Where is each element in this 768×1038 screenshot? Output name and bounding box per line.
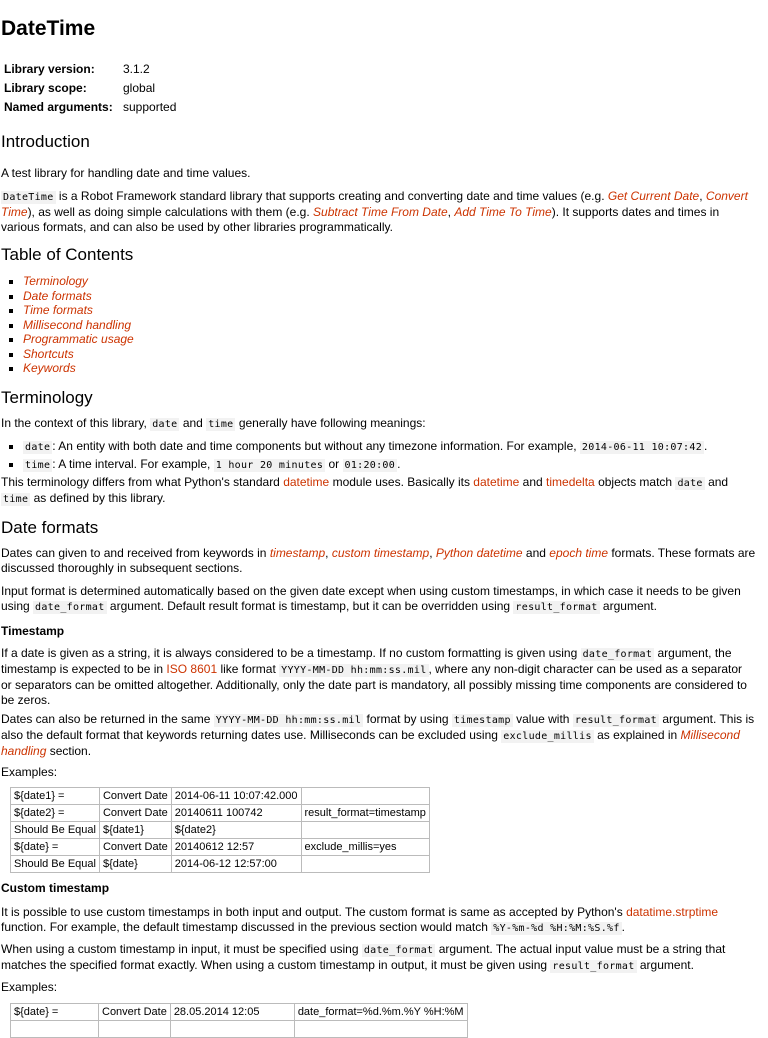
terminology-paragraph-2 <box>1 475 756 507</box>
toc-link-time-formats[interactable]: Time formats <box>23 303 93 317</box>
text: , <box>325 546 332 560</box>
date-formats-heading: Date formats <box>1 518 99 537</box>
meta-value: supported <box>123 100 177 114</box>
inline-code: time <box>25 460 51 471</box>
table-cell <box>99 1021 171 1038</box>
list-item <box>23 438 756 456</box>
table-cell <box>170 1021 294 1038</box>
introduction-heading: Introduction <box>1 132 90 151</box>
date-formats-paragraph-1 <box>1 546 756 576</box>
toc-item <box>23 361 756 376</box>
text: ). It supports dates and times in various formats, and can also be used by other libraries programmatically. <box>1 205 720 234</box>
link-get-current-date[interactable]: Get Current Date <box>607 189 700 203</box>
library-meta-table <box>4 60 176 117</box>
text: argument. <box>636 958 694 972</box>
text: . <box>704 439 708 453</box>
text: and <box>519 475 547 489</box>
table-cell <box>11 1021 99 1038</box>
timestamp-examples-table <box>10 787 430 873</box>
toc-item <box>23 347 756 362</box>
timestamp-paragraph-2 <box>1 712 756 759</box>
text: This terminology differs from what Python's standard <box>1 475 284 489</box>
toc-link-terminology[interactable]: Terminology <box>23 274 88 288</box>
table-cell: date_format=%d.%m.%Y %H:%M <box>294 1004 467 1021</box>
link-datetime-object[interactable]: datetime <box>473 475 520 489</box>
link-millisecond-handling[interactable]: Millisecond handling <box>1 728 740 758</box>
table-cell <box>294 1021 467 1038</box>
inline-code: YYYY-MM-DD hh:mm:ss.mil <box>215 715 362 726</box>
text: ), as well as doing simple calculations with them (e.g. <box>27 205 314 219</box>
table-row <box>11 856 430 873</box>
text: and <box>704 475 729 489</box>
text: value with <box>512 712 573 726</box>
inline-code: timestamp <box>453 715 511 726</box>
text: : A time interval. For example, <box>52 457 214 471</box>
toc-list <box>1 274 756 376</box>
toc-link-millisecond-handling[interactable]: Millisecond handling <box>23 317 132 332</box>
table-cell: Convert Date <box>99 805 171 822</box>
custom-timestamp-paragraph-2 <box>1 942 756 974</box>
text: module uses. Basically its <box>329 475 474 489</box>
toc-item <box>23 332 756 347</box>
toc-link-date-formats[interactable]: Date formats <box>23 288 92 303</box>
text: formats. These formats are discussed thoroughly in subsequent sections. <box>1 546 756 575</box>
toc-link-programmatic-usage[interactable]: Programmatic usage <box>23 332 134 346</box>
inline-code: 01:20:00 <box>344 460 396 471</box>
table-cell: Convert Date <box>99 839 171 856</box>
text: When using a custom timestamp in input, it must be specified using <box>1 942 362 956</box>
inline-code: date_format <box>582 649 653 660</box>
table-row <box>11 788 430 805</box>
terminology-paragraph-1 <box>1 416 756 432</box>
table-cell <box>301 822 429 839</box>
meta-value: global <box>123 81 156 95</box>
text: format by using <box>363 712 452 726</box>
toc-item <box>23 274 756 289</box>
table-cell: Should Be Equal <box>11 822 100 839</box>
inline-code: time <box>3 494 29 505</box>
meta-row <box>4 98 176 117</box>
table-cell: ${date1} <box>99 822 171 839</box>
text: , <box>447 205 455 219</box>
inline-code: date_format <box>363 945 434 956</box>
text: , where any non-digit character can be used as a separator or separators can be omitted altogether. Additionally, only the date part is mandatory, all possibly missing time components are considered to be zeros. <box>1 662 747 707</box>
link-python-datetime[interactable]: Python datetime <box>435 546 523 560</box>
meta-key: Library version: <box>4 62 95 76</box>
table-cell: ${date1} = <box>11 788 100 805</box>
table-row <box>11 839 430 856</box>
text: : An entity with both date and time components but without any timezone information. For example, <box>52 439 580 453</box>
table-cell: 20140612 12:57 <box>171 839 301 856</box>
table-cell: 2014-06-12 12:57:00 <box>171 856 301 873</box>
toc-heading: Table of Contents <box>1 245 134 264</box>
meta-key: Named arguments: <box>4 100 113 114</box>
link-datetime-module[interactable]: datetime <box>283 475 330 489</box>
link-iso-8601[interactable]: ISO 8601 <box>166 662 218 676</box>
meta-key: Library scope: <box>4 81 87 95</box>
inline-code: date <box>25 442 51 453</box>
text: objects match <box>594 475 676 489</box>
table-cell: 20140611 100742 <box>171 805 301 822</box>
table-cell: ${date2} = <box>11 805 100 822</box>
examples-label: Examples: <box>1 765 58 779</box>
toc-item <box>23 318 756 333</box>
table-cell: Convert Date <box>99 788 171 805</box>
text: . <box>397 457 401 471</box>
table-cell: ${date} <box>99 856 171 873</box>
text: and <box>522 546 550 560</box>
text: argument. <box>599 599 657 613</box>
table-cell: ${date} = <box>11 1004 99 1021</box>
table-row <box>11 822 430 839</box>
meta-row <box>4 79 176 98</box>
table-cell: ${date2} <box>171 822 301 839</box>
text: or <box>325 457 343 471</box>
intro-paragraph-2 <box>1 189 756 235</box>
inline-code: result_format <box>515 602 598 613</box>
text: Dates can given to and received from keywords in <box>1 546 270 560</box>
toc-item <box>23 289 756 304</box>
inline-code: 1 hour 20 minutes <box>215 460 324 471</box>
toc-link-shortcuts[interactable]: Shortcuts <box>23 346 74 361</box>
inline-code: YYYY-MM-DD hh:mm:ss.mil <box>281 665 427 676</box>
meta-row <box>4 60 176 79</box>
text: as explained in <box>593 728 681 742</box>
text: Dates can also be returned in the same <box>1 712 214 726</box>
text: , <box>699 189 706 203</box>
text: In the context of this library, <box>1 416 151 430</box>
link-timedelta[interactable]: timedelta <box>546 475 595 489</box>
custom-timestamp-paragraph-1 <box>1 905 756 936</box>
link-add-time-to-time[interactable]: Add Time To Time <box>454 205 552 219</box>
link-datatime-strptime[interactable]: datatime.strptime <box>626 905 719 919</box>
table-cell: Convert Date <box>99 1004 171 1021</box>
text: It is possible to use custom timestamps in both input and output. The custom format is same as accepted by Python's <box>1 905 627 919</box>
text: function. For example, the default timestamp discussed in the previous section would match <box>1 920 492 934</box>
text: Input format is determined automatically based on the given date except when using custom timestamps, in which case it needs to be given using <box>1 584 741 613</box>
text: section. <box>46 744 92 758</box>
timestamp-paragraph-1 <box>1 646 756 708</box>
text: . <box>621 920 626 934</box>
examples-label: Examples: <box>1 980 58 994</box>
table-row <box>11 805 430 822</box>
link-subtract-time-from-date[interactable]: Subtract Time From Date <box>313 205 448 219</box>
custom-timestamp-examples-table <box>10 1003 468 1038</box>
link-custom-timestamp[interactable]: custom timestamp <box>331 546 430 560</box>
table-cell: 2014-06-11 10:07:42.000 <box>171 788 301 805</box>
text: argument. The actual input value must be a string that matches the specified format exactly. When using a custom timestamp in output, it must be given using <box>1 942 726 972</box>
inline-code: date <box>677 478 703 489</box>
inline-code: %Y-%m-%d %H:%M:%S.%f <box>493 923 620 934</box>
timestamp-heading: Timestamp <box>1 624 65 638</box>
table-cell: exclude_millis=yes <box>301 839 429 856</box>
inline-code: date_format <box>35 602 105 613</box>
text: as defined by this library. <box>30 491 166 505</box>
page-title: DateTime <box>1 17 96 40</box>
inline-code: DateTime <box>3 192 54 203</box>
link-timestamp[interactable]: timestamp <box>269 546 326 560</box>
table-cell <box>301 788 429 805</box>
table-cell: ${date} = <box>11 839 100 856</box>
table-cell: result_format=timestamp <box>301 805 429 822</box>
text: , <box>429 546 436 560</box>
table-cell: 28.05.2014 12:05 <box>170 1004 294 1021</box>
table-cell: Should Be Equal <box>11 856 100 873</box>
inline-code: result_format <box>574 715 657 726</box>
inline-code: result_format <box>552 961 635 972</box>
link-epoch-time[interactable]: epoch time <box>549 546 608 560</box>
text: generally have following meanings: <box>235 416 426 430</box>
inline-code: exclude_millis <box>503 731 592 742</box>
terminology-heading: Terminology <box>1 388 93 407</box>
inline-code: time <box>208 419 234 430</box>
inline-code: 2014-06-11 10:07:42 <box>581 442 703 453</box>
text: argument, the timestamp is expected to be in <box>1 646 732 676</box>
list-item <box>23 456 756 474</box>
table-cell <box>301 856 429 873</box>
text: argument. This is also the default format that keywords returning dates use. Milliseconds can be excluded using <box>1 712 755 742</box>
custom-timestamp-heading: Custom timestamp <box>1 881 110 895</box>
link-convert-time[interactable]: Convert Time <box>1 189 748 219</box>
intro-paragraph-1: A test library for handling date and time values. <box>1 166 251 180</box>
text: like format <box>217 662 280 676</box>
table-row <box>11 1004 468 1021</box>
text: and <box>179 416 207 430</box>
toc-link-keywords[interactable]: Keywords <box>23 361 76 375</box>
inline-code: date <box>152 419 178 430</box>
text: argument. Default result format is timestamp, but it can be overridden using <box>106 599 514 613</box>
terminology-bullets <box>1 438 756 474</box>
text: If a date is given as a string, it is always considered to be a timestamp. If no custom formatting is given using <box>1 646 581 660</box>
date-formats-paragraph-2 <box>1 584 756 615</box>
table-row <box>11 1021 468 1038</box>
meta-value: 3.1.2 <box>123 62 150 76</box>
toc-item <box>23 303 756 318</box>
text: is a Robot Framework standard library that supports creating and converting date and time values (e.g. <box>55 189 608 203</box>
